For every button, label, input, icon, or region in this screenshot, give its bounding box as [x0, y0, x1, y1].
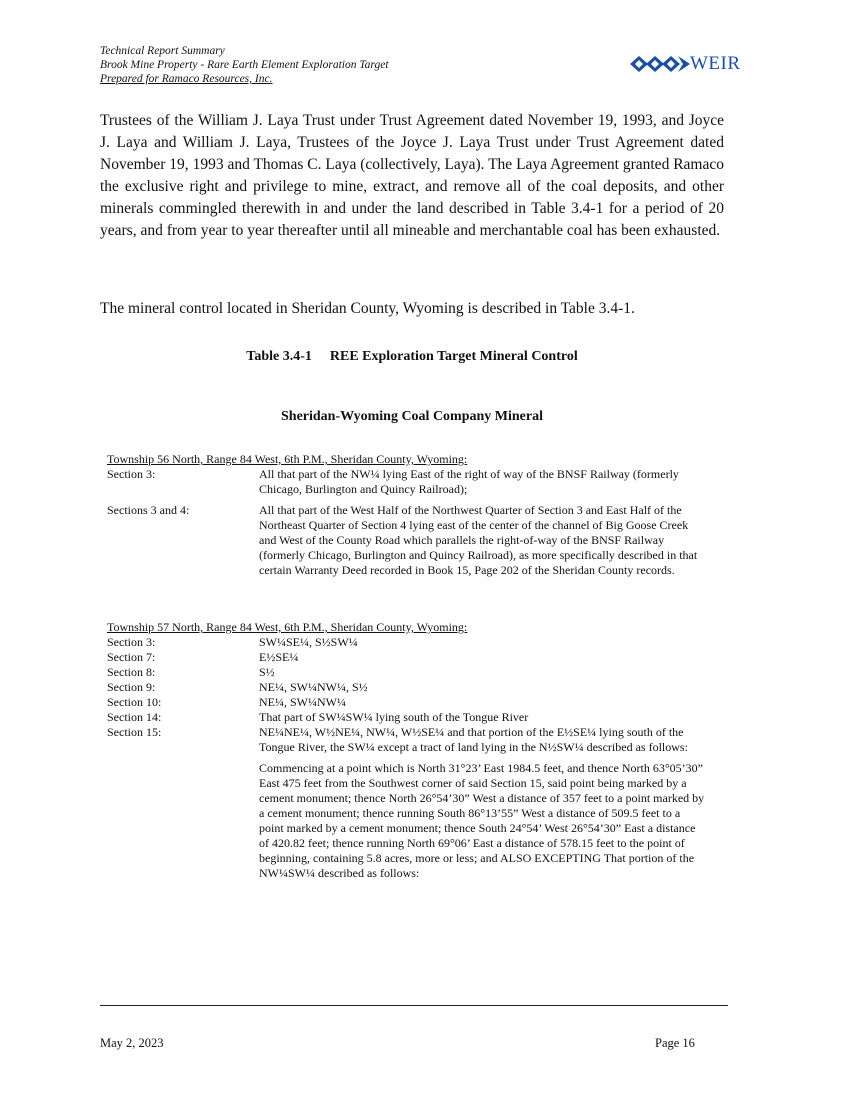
header-line-1: Technical Report Summary [100, 45, 225, 57]
section-description: NE¼, SW¼NW¼ [259, 695, 346, 709]
section-row [107, 503, 707, 578]
section-description: NE¼NE¼, W½NE¼, NW¼, W½SE¼ and that portion of the E½SE¼ lying south of the Tongue River, the SW¼ except a tract of land lying in the N½SW¼ described as follows: [259, 725, 688, 754]
logo-text: WEIR [690, 53, 741, 74]
township-56-block [107, 452, 707, 578]
section-label: Section 10: [107, 695, 162, 709]
section-description: E½SE¼ [259, 650, 299, 664]
section-label: Section 14: [107, 710, 162, 724]
body-paragraph-1: Trustees of the William J. Laya Trust under Trust Agreement dated November 19, 1993, and Joyce J. Laya and William J. Laya, Trustees of the Joyce J. Laya Trust under Trust Agreement dated November 19, 1993 and Thomas C. Laya (collectively, Laya). The Laya Agreement granted Ramaco the exclusive right and privilege to mine, extract, and remove all of the coal deposits, and other minerals commingled therewith in and under the land described in Table 3.4-1 for a period of 20 years, and from year to year thereafter until all mineable and merchantable coal has been exhausted. [100, 112, 724, 239]
section-row [107, 665, 707, 680]
section-label: Section 15: [107, 725, 162, 739]
section-row [107, 725, 707, 755]
section-description: NE¼, SW¼NW¼, S½ [259, 680, 368, 694]
section-row [107, 761, 707, 881]
exception-description: Commencing at a point which is North 31°23’ East 1984.5 feet, and thence North 63°05’30” East 475 feet from the Southwest corner of said Section 15, said point being marked by a cement monument; thence North 26°54’30” West a distance of 357 feet to a point marked by a cement monument; thence running South 86°13’55” West a distance of 509.5 feet to a point marked by a cement monument; thence South 24°54’ West 26°54’30” East a distance of 420.82 feet; thence running North 69°06’ East a distance of 578.15 feet to the point of beginning, containing 5.8 acres, more or less; and ALSO EXCEPTING That portion of the NW¼SW¼ described as follows: [259, 761, 705, 880]
section-row [107, 635, 707, 650]
section-label: Section 3: [107, 635, 156, 649]
page-header [100, 44, 700, 86]
section-label: Sections 3 and 4: [107, 503, 190, 517]
section-description: S½ [259, 665, 275, 679]
section-row [107, 650, 707, 665]
section-description: All that part of the NW¼ lying East of the right of way of the BNSF Railway (formerly Chicago, Burlington and Quincy Railroad); [259, 467, 679, 496]
section-row [107, 695, 707, 710]
township-57-block [107, 620, 707, 881]
section-row [107, 710, 707, 725]
table-subtitle: Sheridan-Wyoming Coal Company Mineral [281, 409, 543, 424]
section-label: Section 8: [107, 665, 156, 679]
weir-logo [628, 52, 750, 76]
township-heading: Township 56 North, Range 84 West, 6th P.M., Sheridan County, Wyoming: [107, 452, 468, 466]
section-label: Section 7: [107, 650, 156, 664]
section-description: SW¼SE¼, S½SW¼ [259, 635, 358, 649]
body-paragraph-2: The mineral control located in Sheridan County, Wyoming is described in Table 3.4-1. [100, 300, 635, 317]
section-label: Section 3: [107, 467, 156, 481]
header-line-3: Prepared for Ramaco Resources, Inc. [100, 73, 273, 85]
diamond-chevron-icon [628, 53, 692, 75]
section-label: Section 9: [107, 680, 156, 694]
table-caption [100, 349, 724, 365]
table-title: REE Exploration Target Mineral Control [329, 349, 578, 364]
section-description: That part of SW¼SW¼ lying south of the Tongue River [259, 710, 529, 724]
section-description: All that part of the West Half of the Northwest Quarter of Section 3 and East Half of the Northeast Quarter of Section 4 lying east of the center of the channel of Big Goose Creek and West of the County Road which parallels the right-of-way of the BNSF Railway (formerly Chicago, Burlington and Quincy Railroad), as more specifically described in that certain Warranty Deed recorded in Book 15, Page 202 of the Sheridan County records. [259, 503, 698, 577]
table-number: Table 3.4-1 [246, 349, 312, 364]
township-heading: Township 57 North, Range 84 West, 6th P.M., Sheridan County, Wyoming: [107, 620, 468, 634]
section-row [107, 680, 707, 695]
header-line-2: Brook Mine Property - Rare Earth Element Exploration Target [100, 59, 389, 71]
footer-date: May 2, 2023 [100, 1036, 164, 1050]
footer-page-number: Page 16 [655, 1036, 695, 1050]
section-row [107, 467, 707, 497]
footer-divider [100, 1005, 728, 1006]
